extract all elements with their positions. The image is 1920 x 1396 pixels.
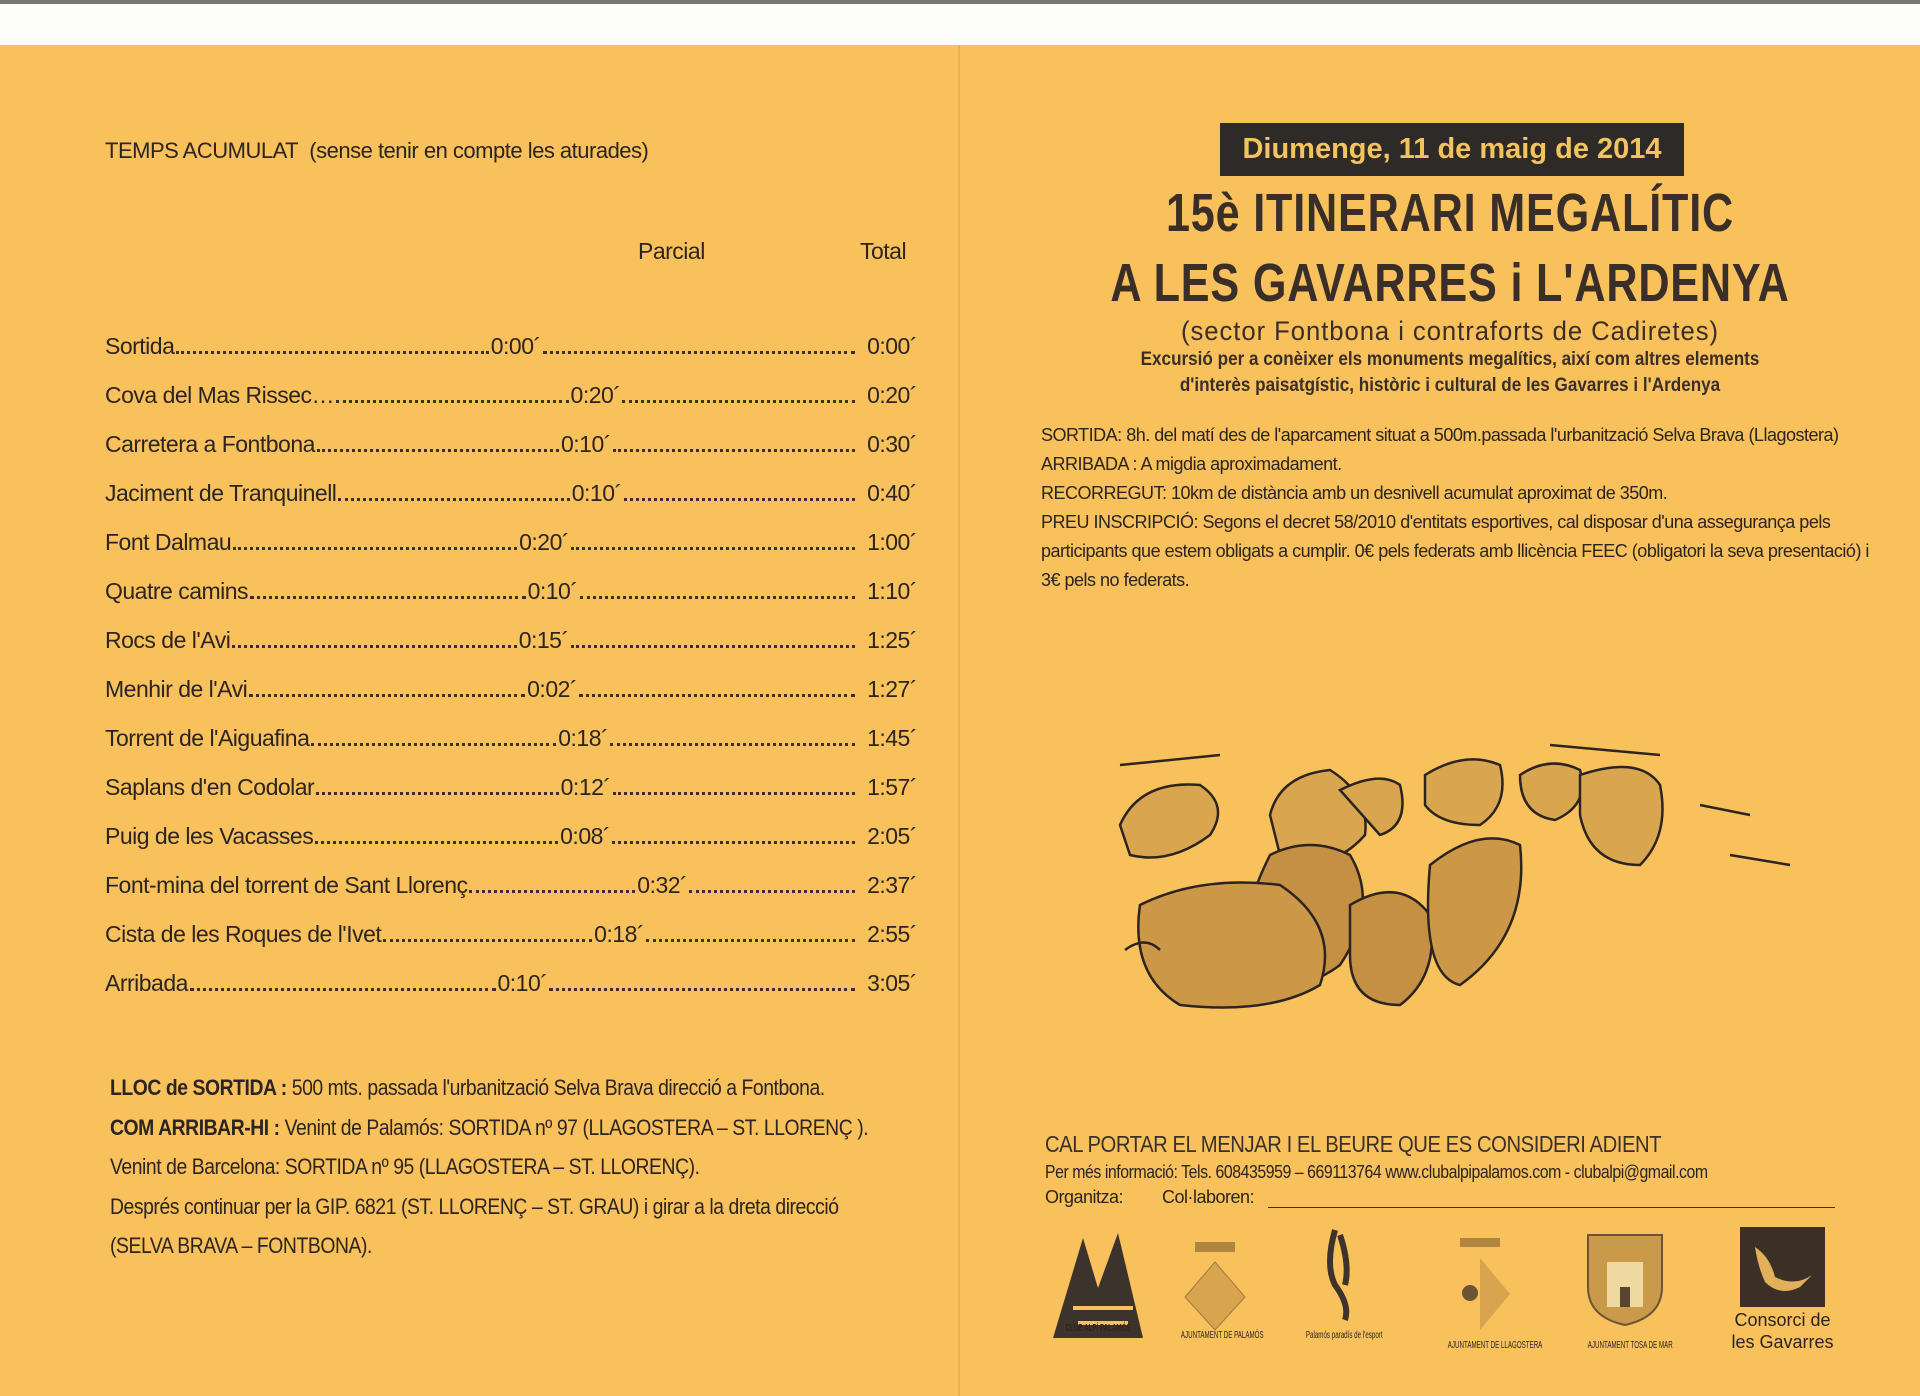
parcial-time: 0:32´: [637, 872, 688, 898]
leader-dots: [571, 547, 855, 550]
total-time: 1:45´: [867, 725, 918, 751]
place-name: Quatre camins: [105, 578, 249, 604]
leader-dots: [613, 449, 855, 452]
direction-line: [110, 1108, 868, 1148]
info-text: A migdia aproximadament.: [1137, 454, 1342, 474]
palamos-coat-of-arms-icon: [1180, 1242, 1250, 1332]
time-row: [105, 624, 917, 654]
leader-dots: [689, 890, 855, 893]
logo-caption: Palamós paradís de l'esport: [1305, 1330, 1383, 1341]
leader-dots: [176, 351, 488, 354]
info-text: 8h. del matí des de l'aparcament situat a 500m.passada l'urbanització Selva Brava (Llagostera): [1121, 425, 1839, 445]
leader-dots: [317, 449, 559, 452]
leader-dots: [624, 498, 855, 501]
total-time: 0:20´: [867, 382, 917, 408]
leader-dots: [316, 792, 558, 795]
time-row: [105, 379, 917, 409]
info-label: ARRIBADA :: [1041, 454, 1138, 474]
total-time: 1:25´: [867, 627, 917, 653]
logo-caption: Consorci de les Gavarres: [1731, 1310, 1834, 1352]
place-name: Torrent de l'Aiguafina: [105, 725, 310, 751]
info-label: RECORREGUT:: [1041, 483, 1167, 503]
parcial-time: 0:15´: [518, 627, 569, 653]
title-line-2: A LES GAVARRES i L'ARDENYA: [1110, 253, 1790, 313]
direction-text: Venint de Palamós: SORTIDA nº 97 (LLAGOSTERA – ST. LLORENÇ ).: [279, 1114, 869, 1140]
time-row: [105, 428, 917, 458]
leader-dots: [613, 792, 855, 795]
parcial-time: 0:10´: [497, 970, 548, 996]
info-text: 10km de distància amb un desnivell acumulat aproximat de 350m.: [1166, 483, 1668, 503]
total-time: 0:30´: [867, 431, 917, 457]
place-name: Font Dalmau: [105, 529, 232, 555]
direction-label: LLOC de SORTIDA :: [110, 1075, 287, 1100]
total-time: 1:27´: [867, 676, 918, 702]
total-time: 3:05´: [867, 970, 917, 996]
time-row: [105, 722, 917, 752]
total-time: 2:55´: [867, 921, 917, 947]
parcial-time: 0:18´: [558, 725, 609, 751]
direction-line: [110, 1226, 868, 1266]
event-date: Diumenge, 11 de maig de 2014: [1220, 123, 1684, 176]
collaboren-line: [1268, 1207, 1835, 1208]
info-item: [1041, 450, 1881, 479]
leader-dots: [580, 596, 856, 599]
leader-dots: [338, 498, 569, 501]
leader-dots: [612, 841, 855, 844]
total-time: 1:57´: [867, 774, 917, 800]
figure-logo-icon: [1310, 1225, 1370, 1325]
organitza-label: Organitza:: [1045, 1187, 1124, 1207]
llagostera-coat-of-arms-icon: [1450, 1238, 1520, 1333]
description-line-1: Excursió per a conèixer els monuments megalítics, així com altres elements: [1140, 349, 1760, 370]
time-row: [105, 820, 917, 850]
leader-dots: [232, 645, 516, 648]
logo-caption: AJUNTAMENT TOSA DE MAR: [1587, 1340, 1673, 1351]
info-label: SORTIDA:: [1041, 425, 1122, 445]
place-name: Menhir de l'Avi: [105, 676, 248, 702]
leader-dots: [233, 547, 517, 550]
direction-text: Venint de Barcelona: SORTIDA nº 95 (LLAGOSTERA – ST. LLORENÇ).: [110, 1154, 700, 1179]
times-note: (sense tenir en compte les aturades): [309, 138, 649, 163]
fold-line: [958, 45, 960, 1396]
total-time: 1:00´: [867, 529, 918, 555]
info-text: Segons el decret 58/2010 d'entitats esportives, cal disposar d'una assegurança pels participants que estem obligats a cumplir. 0€ pels federats amb llicència FEEC (obligatori la seva presentació) i 3€ pels no federats.: [1041, 512, 1869, 590]
leader-dots: [549, 988, 855, 991]
direction-line: [110, 1068, 868, 1108]
time-row: [105, 967, 917, 997]
leader-dots: [190, 988, 496, 991]
total-time: 2:37´: [867, 872, 918, 898]
time-row: [105, 771, 917, 801]
col-parcial: Parcial: [638, 238, 705, 264]
dolmen-illustration: [1100, 735, 1820, 1035]
time-row: [105, 918, 917, 948]
leader-dots: [622, 400, 855, 403]
leader-dots: [336, 400, 569, 403]
leader-dots: [646, 939, 855, 942]
club-alpi-logo-icon: [1043, 1228, 1153, 1363]
time-row: [105, 330, 917, 360]
place-name: Puig de les Vacasses: [105, 823, 314, 849]
times-heading: [105, 138, 648, 164]
contact-info: Per més informació: Tels. 608435959 – 669113764 www.clubalpipalamos.com - clubalpi@gmail.com: [1045, 1162, 1708, 1182]
info-item: [1041, 479, 1881, 508]
parcial-time: 0:10´: [527, 578, 578, 604]
notice: CAL PORTAR EL MENJAR I EL BEURE QUE ES CONSIDERI ADIENT: [1045, 1131, 1662, 1157]
leader-dots: [383, 939, 592, 942]
total-time: 0:40´: [867, 480, 918, 506]
leader-dots: [311, 743, 556, 746]
parcial-time: 0:10´: [560, 431, 611, 457]
time-row: [105, 869, 917, 899]
info-item: [1041, 421, 1881, 450]
place-name: Arribada: [105, 970, 188, 996]
title-line-1: 15è ITINERARI MEGALÍTIC: [1165, 183, 1735, 243]
directions: [110, 1068, 868, 1266]
time-row: [105, 477, 917, 507]
time-row: [105, 673, 917, 703]
collaboren-label: Col·laboren:: [1162, 1187, 1255, 1207]
parcial-time: 0:00´: [490, 333, 541, 359]
logo-caption: CLUB ALPÍ PALAMÓS: [1065, 1323, 1131, 1334]
times-title: TEMPS ACUMULAT: [105, 138, 299, 163]
tossa-castle-shield-icon: [1585, 1232, 1665, 1327]
logo-caption: AJUNTAMENT DE LLAGOSTERA: [1447, 1340, 1543, 1351]
direction-line: [110, 1187, 868, 1227]
place-name: Jaciment de Tranquinell: [105, 480, 337, 506]
place-name: Sortida: [105, 333, 175, 359]
parcial-time: 0:02´: [527, 676, 578, 702]
parcial-time: 0:18´: [594, 921, 645, 947]
total-time: 0:00´: [867, 333, 917, 359]
place-name: Cova del Mas Rissec…: [105, 382, 335, 408]
direction-text: Després continuar per la GIP. 6821 (ST. LLORENÇ – ST. GRAU) i girar a la dreta direcció: [110, 1193, 839, 1219]
place-name: Rocs de l'Avi: [105, 627, 231, 653]
col-total: Total: [860, 238, 907, 264]
parcial-time: 0:12´: [560, 774, 611, 800]
leader-dots: [579, 694, 855, 697]
place-name: Cista de les Roques de l'Ivet: [105, 921, 382, 947]
place-name: Saplans d'en Codolar: [105, 774, 315, 800]
logo-caption: AJUNTAMENT DE PALAMÓS: [1180, 1330, 1264, 1341]
info-label: PREU INSCRIPCIÓ:: [1041, 512, 1199, 532]
time-row: [105, 526, 917, 556]
subtitle: (sector Fontbona i contraforts de Cadiretes): [1181, 316, 1719, 346]
info-item: [1041, 508, 1881, 595]
scan-margin: [0, 0, 1920, 45]
parcial-time: 0:10´: [571, 480, 622, 506]
total-time: 1:10´: [867, 578, 917, 604]
leader-dots: [469, 890, 635, 893]
direction-text: 500 mts. passada l'urbanització Selva Brava direcció a Fontbona.: [286, 1075, 825, 1100]
place-name: Font-mina del torrent de Sant Llorenç: [105, 872, 468, 898]
parcial-time: 0:08´: [560, 823, 611, 849]
parcial-time: 0:20´: [570, 382, 621, 408]
direction-label: COM ARRIBAR-HI :: [110, 1114, 280, 1140]
leader-dots: [249, 694, 525, 697]
leader-dots: [571, 645, 855, 648]
direction-text: (SELVA BRAVA – FONTBONA).: [110, 1233, 372, 1258]
event-info: [1041, 421, 1881, 595]
consorci-gavarres-map-icon: [1740, 1227, 1825, 1307]
leader-dots: [610, 743, 855, 746]
leader-dots: [250, 596, 526, 599]
leader-dots: [315, 841, 558, 844]
description-line-2: d'interès paisatgístic, històric i cultural de les Gavarres i l'Ardenya: [1179, 375, 1721, 396]
parcial-time: 0:20´: [519, 529, 570, 555]
leader-dots: [543, 351, 855, 354]
place-name: Carretera a Fontbona: [105, 431, 315, 457]
time-row: [105, 575, 917, 605]
direction-line: [110, 1147, 868, 1187]
total-time: 2:05´: [867, 823, 918, 849]
